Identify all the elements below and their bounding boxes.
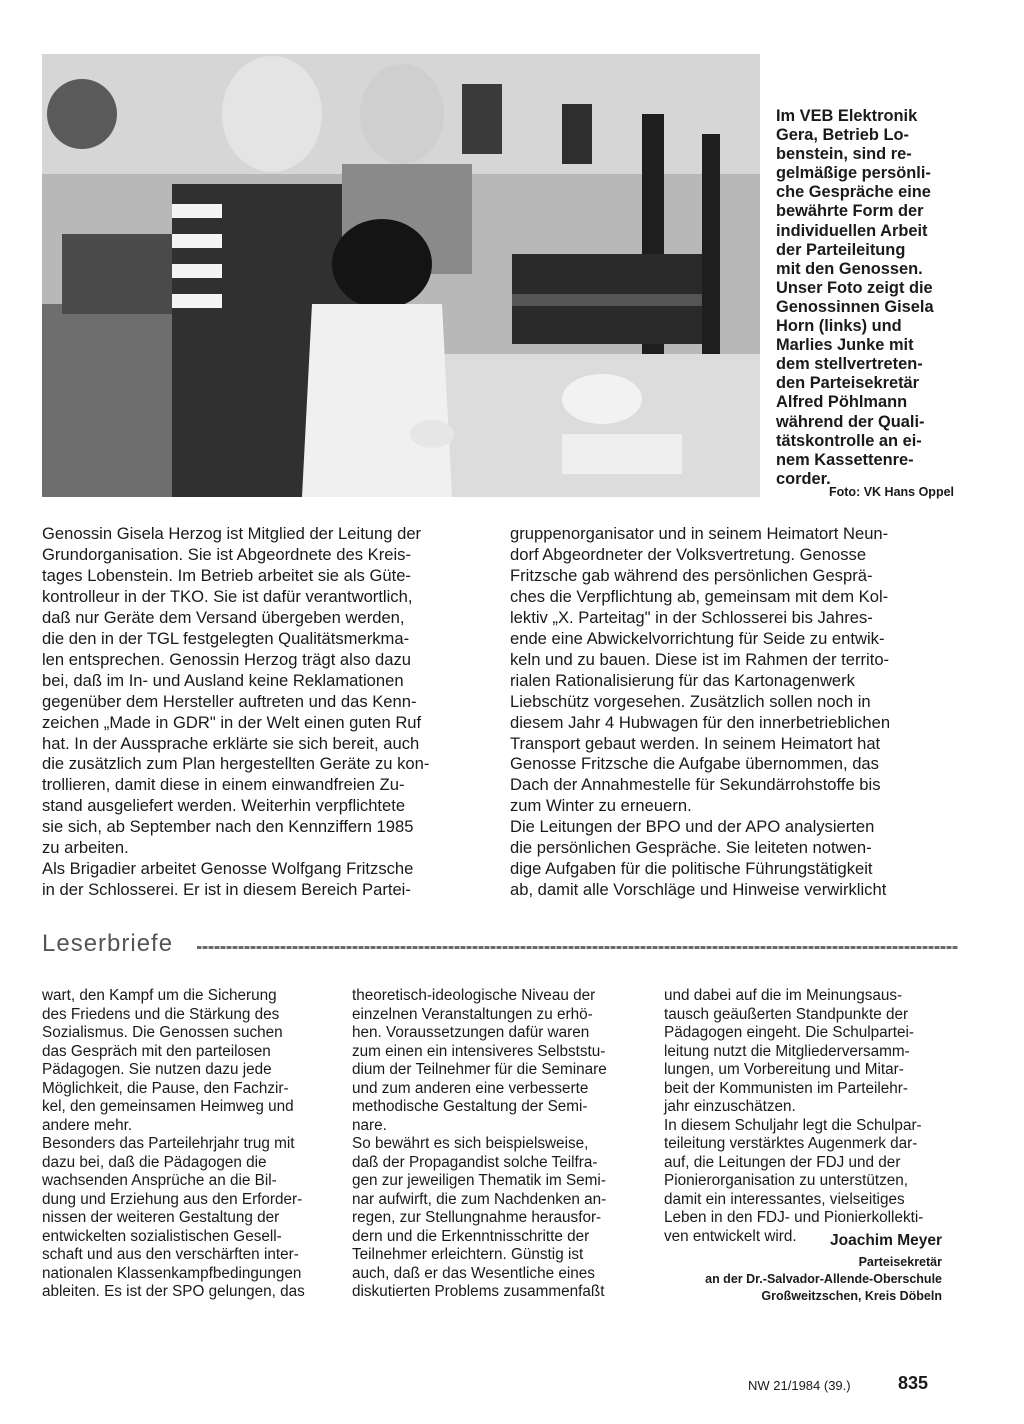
article-photo [42, 54, 760, 497]
page-number: 835 [898, 1373, 929, 1393]
article-column-2: gruppenorganisator und in seinem Heimatort Neun- dorf Abgeordneter der Volksvertretung. Genosse Fritzsche gab während des persönlichen Gesprä- ches die Verpflichtung ab, gemeinsam mit dem Kol- lektiv „X. Parteitag" in der Schlosserei bis Jahres- ende eine Abwickelvorrichtung für Seide zu entwik- keln und zu bauen. Diese ist im Rahmen der territo- rialen Rationalisierung für das Kartonagenwerk Liebschütz vorgesehen. Zusätzlich sollen noch in diesem Jahr 4 Hubwagen für den innerbetrieblichen Transport gebaut werden. In seinem Heimatort hat Genosse Fritzsche die Aufgabe übernommen, das Dach der Annahmestelle für Sekundärrohstoffe bis zum Winter zu erneuern. Die Leitungen der BPO und der APO analysierten die persönlichen Gespräche. Sie leiteten notwen- dige Aufgaben für die politische Führungstätigkeit ab, damit alle Vorschläge und Hinweise verwirklicht [510, 524, 891, 900]
signature-name: Joachim Meyer [830, 1232, 942, 1249]
letters-column-1: wart, den Kampf um die Sicherung des Friedens und die Stärkung des Sozialismus. Die Genossen suchen das Gespräch mit den parteilosen Pädagogen. Sie nutzen dazu jede Möglichkeit, die Pause, den Fachzir- kel, den gemeinsamen Heimweg und andere mehr. Besonders das Parteilehrjahr trug mit dazu bei, daß die Pädagogen die wachsenden Ansprüche an die Bil- dung und Erziehung aus den Erforder- nissen der weiteren Gestaltung der entwickelten sozialistischen Gesell- schaft und aus den verschärften inter- nationalen Klassenkampfbedingungen ableiten. Es ist der SPO gelungen, das [42, 987, 305, 1300]
issue-label: NW 21/1984 (39.) [748, 1378, 851, 1393]
photo-caption: Im VEB Elektronik Gera, Betrieb Lo- benstein, sind re- gelmäßige persönli- che Gespräche eine bewährte Form der individuellen Arbeit der Parteileitung mit den Genossen. Unser Foto zeigt die Genossinnen Gisela Horn (links) und Marlies Junke mit dem stellvertreten- den Parteisekretär Alfred Pöhlmann während der Quali- tätskontrolle an ei- nem Kassettenre- corder. [776, 107, 934, 488]
section-heading [42, 930, 958, 964]
letters-column-3: und dabei auf die im Meinungsaus- tausch geäußerten Standpunkte der Pädagogen eingeht. Die Schulpartei- leitung nutzt die Mitgliederversamm- lungen, um Vorbereitung und Mitar- beit der Kommunisten im Parteilehr- jahr einzuschätzen. In diesem Schuljahr legt die Schulpar- teileitung verstärktes Augenmerk dar- auf, die Leitungen der FDJ und der Pionierorganisation zu unterstützen, damit ein interessantes, vielseitiges Leben in den FDJ- und Pionierkollekti- ven entwickelt wird. [664, 987, 924, 1245]
section-rule [197, 946, 958, 949]
letters-column-2: theoretisch-ideologische Niveau der einzelnen Veranstaltungen zu erhö- hen. Voraussetzungen dafür waren zum einen ein intensiveres Selbststu- dium der Teilnehmer für die Seminare und zum anderen eine verbesserte methodische Gestaltung der Semi- nare. So bewährt es sich beispielsweise, daß der Propagandist solche Teilfra- gen zur jeweiligen Thematik im Semi- nar aufwirft, die zum Nachdenken an- regen, zur Stellungnahme herausfor- dern und die Erkenntnisschritte der Teilnehmer erleichtern. Günstig ist auch, daß er das Wesentliche eines diskutierten Problems zusammenfaßt [352, 987, 607, 1300]
signature-role: Parteisekretär an der Dr.-Salvador-Allende-Oberschule Großweitzschen, Kreis Döbeln [705, 1255, 942, 1303]
photo-credit: Foto: VK Hans Oppel [829, 485, 954, 499]
section-title: Leserbriefe [42, 930, 174, 957]
photo-image [42, 54, 760, 497]
article-column-1: Genossin Gisela Herzog ist Mitglied der Leitung der Grundorganisation. Sie ist Abgeordnete des Kreis- tages Lobenstein. Im Betrieb arbeitet sie als Güte- kontrolleur in der TKO. Sie ist dafür verantwortlich, daß nur Geräte dem Versand übergeben werden, die den in der TGL festgelegten Qualitätsmerkma- len entsprechen. Genossin Herzog trägt also dazu bei, daß im In- und Ausland keine Reklamationen gegenüber dem Hersteller auftreten und das Kenn- zeichen „Made in GDR" in der Welt einen guten Ruf hat. In der Aussprache erklärte sie sich bereit, auch die zusätzlich zum Plan hergestellten Geräte zu kon- trollieren, damit diese in einem einwandfreien Zu- stand ausgeliefert werden. Weiterhin verpflichtete sie sich, ab September nach den Kennziffern 1985 zu arbeiten. Als Brigadier arbeitet Genosse Wolfgang Fritzsche in der Schlosserei. Er ist in diesem Bereich Partei- [42, 524, 430, 900]
